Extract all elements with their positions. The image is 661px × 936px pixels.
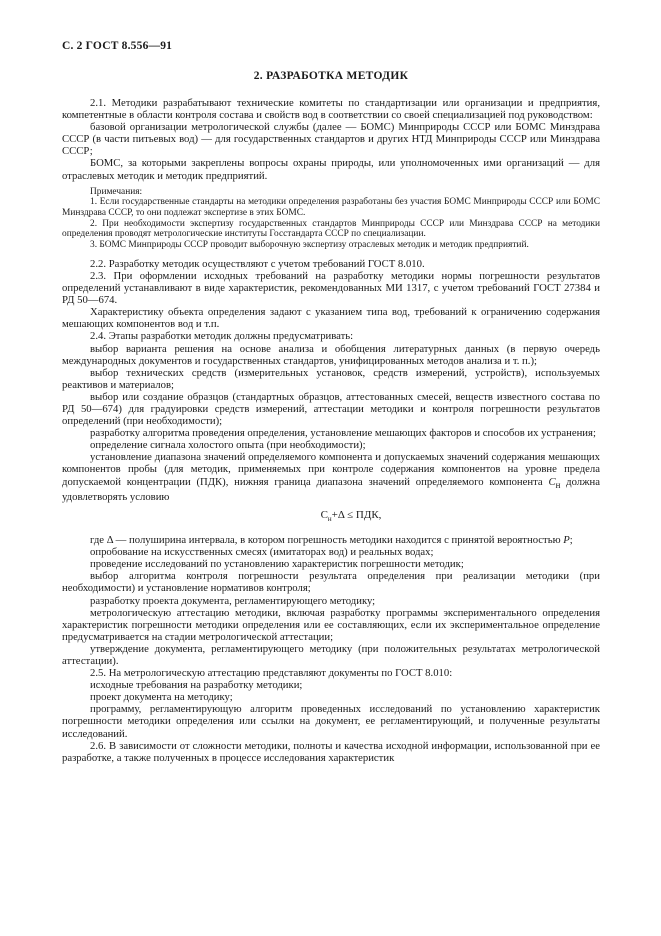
paragraph-2-4-k: разработку проекта документа, регламентирующего методику; — [90, 594, 376, 607]
paragraph-2-5-c: программу, регламентирующую алгоритм проведенных исследований по установлению характеристик погрешности методики определения или ссылки на документ, ее регламентирующий, и полученные результаты исследований. — [62, 703, 600, 740]
paragraph-2-6: 2.6. В зависимости от сложности методики, полноты и качества исходной информации, использованной при ее разработке, а также полученных в процессе исследования характеристик — [62, 739, 600, 764]
paragraph-2-5-a: исходные требования на разработку методики; — [90, 679, 303, 692]
paragraph-2-4-f-end: должна удовлетворять условию — [62, 475, 600, 503]
note-2: 2. При необходимости экспертизу государственных стандартов Минприроды СССР или Минздрава СССР на методики определения проводят метрологические институты Госстандарта СССР по специализации. — [62, 218, 600, 240]
paragraph-2-5: 2.5. На метрологическую аттестацию представляют документы по ГОСТ 8.010: — [90, 667, 453, 680]
notes-block — [62, 187, 600, 251]
paragraph-2-5-b: проект документа на методику; — [90, 691, 233, 704]
note-3: 3. БОМС Минприроды СССР проводит выборочную экспертизу отраслевых методик и методик предприятий. — [90, 240, 529, 251]
paragraph-2-4-m: утверждение документа, регламентирующего методику (при положительных результатах метрологической аттестации). — [62, 642, 600, 668]
paragraph-2-4-c: выбор или создание образцов (стандартных образцов, аттестованных смесей, веществ известного состава по РД 50—674) для градуировки средств измерений, аттестации методики и контроля погрешности результатов определений (при необходимости); — [62, 390, 600, 428]
paragraph-2-3: 2.3. При оформлении исходных требований на разработку методики нормы погрешности результатов определений устанавливают в виде характеристик, рекомендованных МИ 1317, с учетом требований ГОСТ 27384 и РД 50—674. — [62, 269, 600, 307]
paragraph-2-1: 2.1. Методики разрабатывают технические комитеты по стандартизации или организации и предприятия, компетентные в области контроля состава и свойств вод в соответствии со своей специализацией под руководством: — [62, 97, 600, 122]
paragraph-2-4-j: выбор алгоритма контроля погрешности результата определения при реализации методики (при необходимости) и установление нормативов контроля; — [62, 570, 600, 595]
paragraph-2-4-b: выбор технических средств (измерительных установок, средств измерений, устройств), используемых реактивов и материалов; — [62, 366, 600, 391]
paragraph-2-4-f — [62, 451, 600, 503]
symbol-p: Р — [563, 534, 570, 547]
formula-c: С — [320, 508, 328, 521]
paragraph-2-4-f-text: установление диапазона значений определяемого компонента и допускаемых значений содержания мешающих компонентов пробы (для методик, применяемых при контроле содержания компонентов на уровне предела допускаемой концентрации (ПДК), нижняя граница диапазона значений определяемого компонента — [62, 451, 600, 488]
paragraph-2-1-b: БОМС, за которыми закреплены вопросы охраны природы, или уполномоченных ими организаций — для отраслевых методик и методик предприятий. — [62, 157, 600, 182]
paragraph-2-4-g-end: ; — [569, 534, 573, 547]
document-page — [62, 40, 600, 764]
notes-title: Примечания: — [90, 186, 143, 197]
paragraph-2-4: 2.4. Этапы разработки методик должны предусматривать: — [90, 330, 354, 343]
paragraph-2-4-e: определение сигнала холостого опыта (при необходимости); — [90, 439, 366, 452]
paragraph-2-4-g-text: где Δ — полуширина интервала, в котором погрешность методики находится с принятой вероятностью — [90, 534, 564, 547]
section-title: 2. РАЗРАБОТКА МЕТОДИК — [253, 70, 409, 82]
page-header: С. 2 ГОСТ 8.556—91 — [62, 40, 173, 52]
paragraph-2-4-d: разработку алгоритма проведения определения, установление мешающих факторов и способов их устранения; — [90, 427, 596, 440]
paragraph-2-4-g — [62, 534, 600, 546]
paragraph-2-3-a: Характеристику объекта определения задают с указанием типа вод, требований к ограничению содержания мешающих компонентов вод и т.п. — [62, 306, 600, 331]
note-1: 1. Если государственные стандарты на методики определения разработаны без участия БОМС Минприроды СССР или БОМС Минздрава СССР, то они подлежат экспертизе в этих БОМС. — [62, 197, 600, 219]
symbol-c: С — [548, 475, 556, 488]
paragraph-2-4-a: выбор варианта решения на основе анализа и обобщения литературных данных (в первую очередь международных документов и государственных стандартов, унифицированных методов анализа и т. п.); — [62, 342, 600, 367]
paragraph-2-1-a: базовой организации метрологической службы (далее — БОМС) Минприроды СССР или БОМС Минздрава СССР (в части питьевых вод) — для государственных стандартов и других НТД Минприроды СССР или Минздрава СССР; — [62, 121, 600, 158]
formula — [62, 509, 600, 526]
paragraph-2-2: 2.2. Разработку методик осуществляют с учетом требований ГОСТ 8.010. — [90, 257, 425, 270]
paragraph-2-4-h: опробование на искусственных смесях (имитаторах вод) и реальных водах; — [90, 546, 434, 559]
formula-subscript: н — [327, 515, 332, 524]
formula-rest: +Δ ≤ ПДК, — [331, 508, 382, 521]
paragraph-2-4-i: проведение исследований по установлению характеристик погрешности методик; — [90, 558, 464, 571]
symbol-c-subscript: н — [555, 479, 561, 490]
paragraph-2-4-l: метрологическую аттестацию методики, включая разработку программы экспериментального определения характеристик погрешности методики определения или ее составляющих, если их экспериментальное определение предусматривается на стадии метрологической аттестации; — [62, 606, 600, 643]
